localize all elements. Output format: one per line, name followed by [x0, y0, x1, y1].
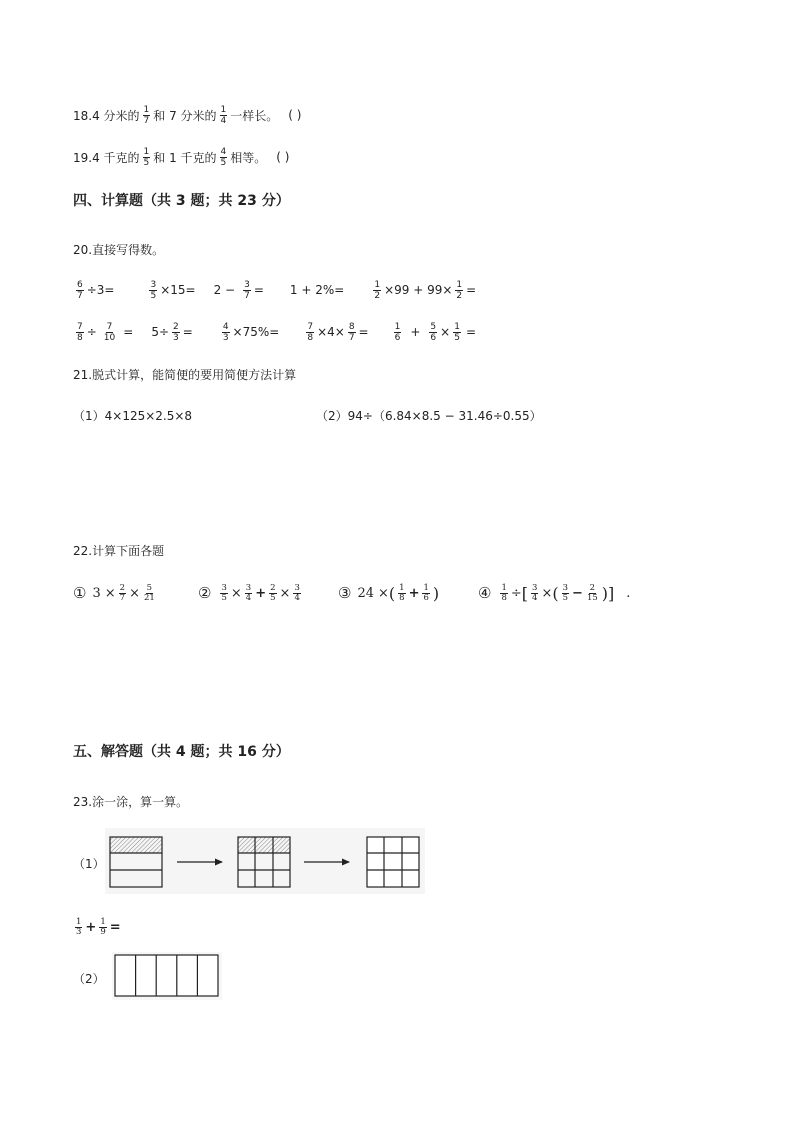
q20-r2-e1-frac-1: $\frac{7}{8}$: [77, 321, 83, 343]
q20-r1-e5-text-1: ×99 + 99×: [384, 283, 453, 297]
q22-i4-frac-4: $\frac{2}{15}$: [586, 582, 598, 603]
q23-part-2-label: （2）: [73, 972, 105, 986]
q22-i4-frac-2: $\frac{3}{4}$: [532, 582, 538, 603]
q22-i4-rparen: ): [601, 583, 609, 603]
q23-title: 23.涂一涂，算一算。: [73, 795, 189, 809]
q22-i4-mark: ④: [478, 584, 492, 602]
q20-r2-e1-text: =: [123, 325, 134, 339]
q22-item-2: [198, 578, 304, 608]
q20-r2-e2-text: =: [182, 325, 193, 339]
q21-part-2: （2）94÷（6.84×8.5 − 31.46÷0.55）: [316, 409, 542, 423]
q23-grid-blank[interactable]: [367, 837, 419, 887]
q22-i4-op-3: −: [572, 585, 583, 601]
q20-r2-e1-frac-2: $\frac{7}{10}$: [103, 321, 116, 343]
q20-r2-e2-frac: $\frac{2}{3}$: [173, 321, 179, 343]
q22-i2-op-2: +: [255, 585, 267, 601]
q23-eq-frac-1: $\frac{1}{3}$: [76, 916, 82, 937]
q20-r2-e4-text-1: ×4×: [317, 325, 345, 339]
q20-r1-e3-frac: $\frac{3}{7}$: [244, 279, 250, 301]
q22-i1-frac-2: $\frac{5}{21}$: [143, 582, 155, 603]
q20-r1-e3-text: =: [253, 283, 264, 297]
q20-title: 20.直接写得数。: [73, 243, 165, 257]
question-18: [73, 100, 301, 130]
q18-fraction-1: $\frac{1}{7}$: [143, 104, 150, 126]
q22-i1-number: 3: [92, 585, 101, 601]
q19-text-b: 和 1 千克的: [153, 150, 217, 165]
q23-eq-frac-2: $\frac{1}{9}$: [100, 916, 106, 937]
q18-text-b: 和 7 分米的: [153, 108, 217, 123]
q23-figure-1: [105, 828, 425, 894]
q20-r2-e5-frac-1: $\frac{1}{6}$: [394, 321, 401, 343]
q20-r2-e5-op-1: +: [410, 325, 421, 339]
q20-r2-e5-frac-2: $\frac{5}{6}$: [430, 321, 437, 343]
q20-r2-e5-text: =: [465, 325, 476, 339]
q21-title: 21.脱式计算，能简便的要用简便方法计算: [73, 368, 297, 382]
q20-r1-e1-frac: $\frac{6}{7}$: [77, 279, 83, 301]
q22-i2-frac-2: $\frac{3}{4}$: [245, 582, 252, 603]
q22-i2-frac-4: $\frac{3}{4}$: [294, 582, 300, 603]
q20-r1-e5-text-2: =: [466, 283, 477, 297]
q20-r1-e1-text: ÷3=: [86, 283, 115, 297]
q20-r2-e3-text: ×75%=: [232, 325, 280, 339]
q22-i1-frac-1: $\frac{2}{7}$: [119, 582, 126, 603]
q23-part-1-label: （1）: [73, 857, 105, 871]
q20-r2-e3-frac: $\frac{4}{3}$: [222, 321, 229, 343]
q22-i2-op-1: ×: [230, 585, 242, 601]
q18-text-c: 一样长。: [230, 108, 279, 123]
q19-fraction-1: $\frac{1}{5}$: [143, 146, 150, 168]
q22-i4-rbracket: ]: [608, 583, 615, 603]
q22-i4-frac-3: $\frac{3}{5}$: [562, 582, 569, 603]
q22-i1-op-1: ×: [104, 585, 116, 601]
q22-i1-mark: ①: [73, 584, 87, 602]
q18-answer-paren[interactable]: ( ): [288, 108, 302, 122]
q20-r2-e4-frac-2: $\frac{8}{7}$: [348, 321, 355, 343]
q22-title: 22.计算下面各题: [73, 544, 165, 558]
q19-fraction-2: $\frac{4}{5}$: [220, 146, 227, 168]
q22-item-3: [338, 578, 439, 608]
q22-i2-frac-1: $\frac{3}{5}$: [221, 582, 227, 603]
q20-r2-e1-op: ÷: [86, 325, 97, 339]
q20-r2-e4-text-2: =: [358, 325, 369, 339]
q20-r1-e2-text: ×15=: [160, 283, 196, 297]
q22-item-4: [478, 578, 630, 608]
q20-r2-e5-op-2: ×: [440, 325, 451, 339]
q22-i2-mark: ②: [198, 584, 212, 602]
q23-eq-op: +: [85, 919, 97, 935]
q20-r1-e3-text-a: 2 −: [213, 283, 236, 297]
section-5-heading: 五、解答题（共 4 题；共 16 分）: [73, 744, 290, 760]
q22-i4-period: .: [626, 585, 631, 601]
q23-equation: [73, 912, 121, 942]
q21-part-1: （1）4×125×2.5×8: [73, 409, 193, 423]
q22-i3-frac-1: $\frac{1}{8}$: [399, 582, 405, 603]
q19-text-c: 相等。: [230, 150, 267, 165]
q22-i4-frac-1: $\frac{1}{8}$: [501, 582, 507, 603]
question-19: [73, 142, 289, 172]
q20-r2-e2-text-a: 5÷: [151, 325, 170, 339]
q20-row-1: [73, 275, 476, 305]
q19-text-a: 19.4 千克的: [73, 150, 140, 165]
q18-fraction-2: $\frac{1}{4}$: [220, 104, 227, 126]
q20-r2-e5-frac-3: $\frac{1}{5}$: [454, 321, 460, 343]
q22-i2-frac-3: $\frac{2}{5}$: [270, 582, 276, 603]
q23-figure-2: [112, 952, 222, 1000]
q22-i3-op-2: +: [408, 585, 420, 601]
q22-i4-op-2: ×: [541, 585, 553, 601]
q23-eq-equals: =: [109, 919, 121, 935]
q20-r1-e5-frac-1: $\frac{1}{2}$: [374, 279, 381, 301]
q22-i3-lparen: (: [388, 583, 396, 603]
q22-i4-lparen: (: [552, 583, 559, 603]
q20-r1-e4-text: 1 + 2%=: [289, 283, 345, 297]
q19-answer-paren[interactable]: ( ): [276, 150, 290, 164]
q23-rect-fifths[interactable]: [115, 955, 218, 996]
q20-r2-e4-frac-1: $\frac{7}{8}$: [307, 321, 314, 343]
q22-item-1: [73, 578, 159, 608]
q22-i3-op-1: ×: [378, 585, 389, 601]
q22-i2-op-3: ×: [279, 585, 291, 601]
q22-i4-lbracket: [: [521, 583, 529, 603]
q20-r1-e2-frac: $\frac{3}{5}$: [150, 279, 157, 301]
section-4-heading: 四、计算题（共 3 题；共 23 分）: [73, 193, 290, 209]
q18-text-a: 18.4 分米的: [73, 108, 140, 123]
q20-r1-e5-frac-2: $\frac{1}{2}$: [456, 279, 463, 301]
q20-row-2: [73, 317, 476, 347]
q22-i4-op-1: ÷: [510, 585, 522, 601]
q22-i3-number: 24: [357, 585, 374, 601]
q22-i3-frac-2: $\frac{1}{6}$: [423, 582, 429, 603]
q22-i1-op-2: ×: [129, 585, 140, 601]
q22-i3-rparen: ): [432, 583, 440, 603]
q22-i3-mark: ③: [338, 584, 352, 602]
